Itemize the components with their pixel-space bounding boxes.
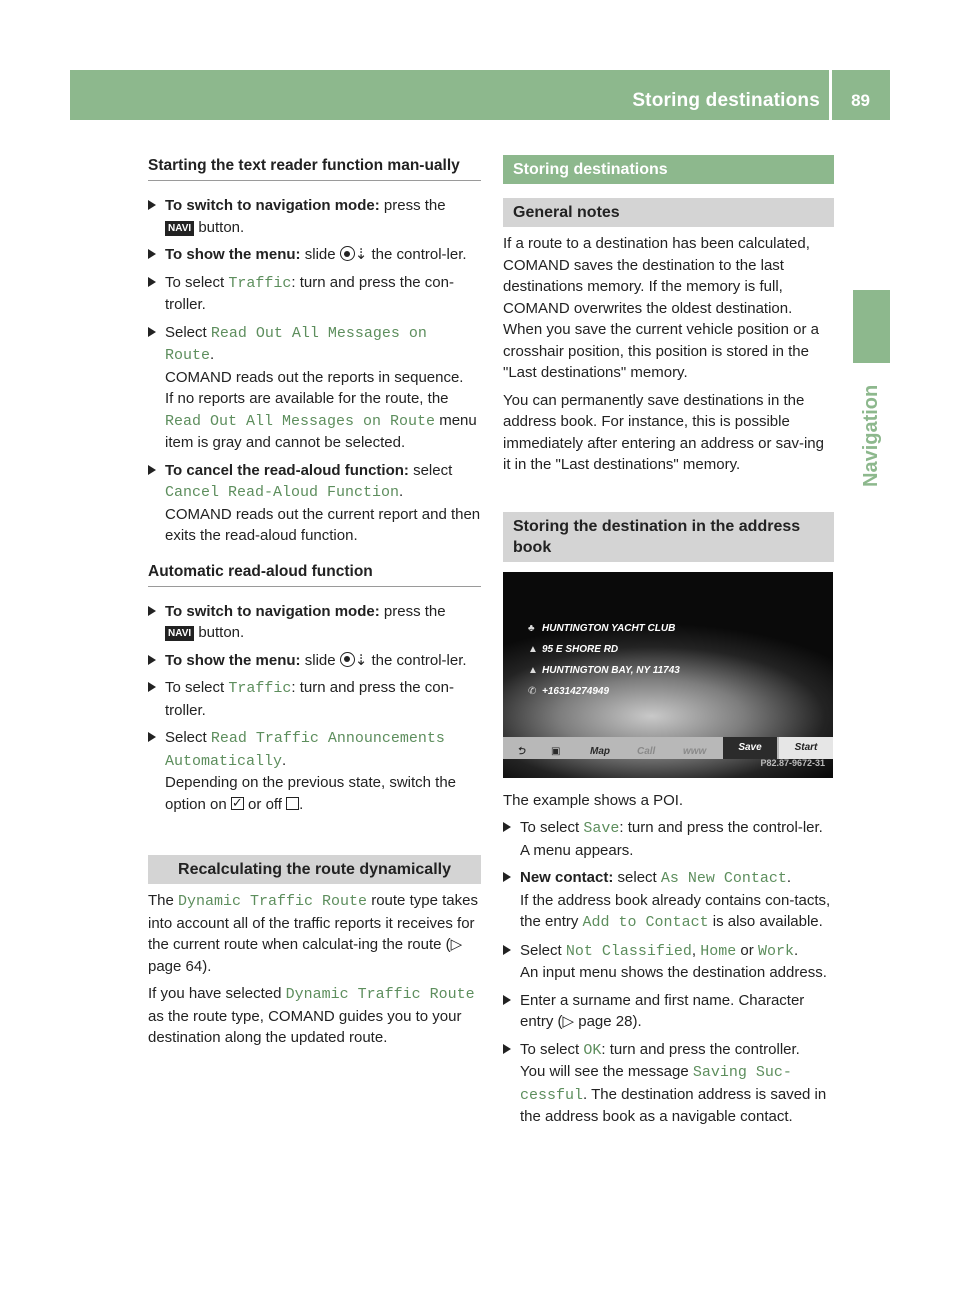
section-heading-automatic: Automatic read-aloud function [148, 561, 481, 587]
header-bar [70, 70, 890, 120]
step-select-ok: To select OK: turn and press the controller. You will see the message Saving Suc-cessful. The destination address is saved in the address book as a navigable contact. [503, 1039, 834, 1128]
navi-button-icon: NAVI [165, 221, 194, 236]
step-arrow-icon [503, 872, 511, 882]
step-arrow-icon [503, 995, 511, 1005]
step-arrow-icon [148, 655, 156, 665]
paragraph-updated-route: If you have selected Dynamic Traffic Route as the route type, COMAND guides you to your destination along the updated route. [148, 985, 475, 1046]
step-navigation-mode-2: To switch to navigation mode: press the NAVI button. [148, 601, 481, 644]
screen-www-button[interactable]: www [683, 745, 707, 757]
section-band-storing: Storing destinations [503, 155, 834, 184]
screen-poi-street: ▲ 95 E SHORE RD [528, 639, 618, 661]
step-show-menu-2: To show the menu: slide ⇣ the control-ler. [148, 650, 481, 672]
step-arrow-icon [148, 465, 156, 475]
step-arrow-icon [148, 327, 156, 337]
poi-icon: ♣ [528, 622, 535, 634]
chapter-tab [853, 290, 890, 363]
controller-slide-icon [340, 652, 355, 667]
step-arrow-icon [503, 822, 511, 832]
step-select-read-traffic: Select Read Traffic Announcements Automatically. Depending on the previous state, switch the option on ✓ or off . [148, 727, 481, 815]
screen-map-button[interactable]: Map [590, 745, 610, 757]
screen-contact-icon: ▣ [551, 745, 561, 757]
step-select-traffic: To select Traffic: turn and press the con-troller. [148, 272, 481, 316]
screen-image-code: P82.87-9672-31 [760, 758, 825, 768]
paragraph-general-1: If a route to a destination has been calculated, COMAND saves the destination to the last destinations memory. If the memory is full, COMAND overwrites the oldest destination. When you save the current vehicle position or a crosshair position, this position is stored in the "Last destinations" memory. [503, 235, 820, 381]
location-icon: ▲ [528, 643, 538, 655]
controller-slide-icon [340, 246, 355, 261]
step-select-save: To select Save: turn and press the control-ler. A menu appears. [503, 817, 834, 861]
page-title: Storing destinations [632, 90, 820, 111]
step-arrow-icon [148, 200, 156, 210]
caption-poi: The example shows a POI. [503, 791, 684, 809]
section-band-recalculating: Recalculating the route dynamically [148, 855, 481, 884]
phone-icon: ✆ [528, 685, 537, 697]
slide-down-arrow-icon: ⇣ [354, 246, 368, 263]
slide-down-arrow-icon: ⇣ [354, 651, 368, 669]
checkbox-on-icon [231, 797, 244, 810]
city-icon: ▲ [528, 664, 538, 676]
page-ref-icon: ▷ [450, 936, 463, 953]
step-arrow-icon [148, 732, 156, 742]
screen-poi-city: ▲ HUNTINGTON BAY, NY 11743 [528, 660, 680, 682]
screen-poi-name: ♣ HUNTINGTON YACHT CLUB [528, 618, 675, 640]
screen-call-button[interactable]: Call [637, 745, 656, 757]
step-arrow-icon [148, 277, 156, 287]
checkbox-off-icon [286, 797, 299, 810]
header-separator [829, 70, 832, 120]
paragraph-dynamic-route: The Dynamic Traffic Route route type takes into account all of the traffic reports it receives for the current route when calculat-ing the route (▷ page 64). [148, 892, 478, 975]
page-ref-icon: ▷ [562, 1013, 575, 1030]
page-number: 89 [851, 91, 870, 110]
step-arrow-icon [503, 1044, 511, 1054]
section-band-general-notes: General notes [503, 198, 834, 227]
step-select-traffic-2: To select Traffic: turn and press the con-troller. [148, 677, 481, 721]
screen-save-button[interactable]: Save [723, 737, 777, 759]
paragraph-general-2: You can permanently save destinations in the address book. For instance, this is possible immediately after entering an address or sav-ing it in the "Last destinations" memory. [503, 391, 824, 473]
step-enter-name: Enter a surname and first name. Character entry (▷ page 28). [503, 990, 834, 1033]
step-cancel-read-aloud: To cancel the read-aloud function: select Cancel Read-Aloud Function. COMAND reads out the current report and then exits the read-aloud function. [148, 460, 481, 547]
screen-poi-phone: ✆ +16314274949 [528, 681, 609, 703]
screen-back-button[interactable]: ⮌ [517, 745, 526, 757]
step-arrow-icon [148, 682, 156, 692]
left-column [148, 155, 481, 1055]
section-heading-text-reader: Starting the text reader function man-ually [148, 155, 481, 181]
screen-start-button[interactable]: Start [779, 737, 833, 759]
step-arrow-icon [503, 945, 511, 955]
right-column [503, 155, 834, 1134]
step-select-read-out: Select Read Out All Messages on Route. COMAND reads out the reports in sequence. If no reports are available for the route, the Read Out All Messages on Route menu item is gray and cannot be selected. [148, 322, 481, 454]
step-new-contact: New contact: select As New Contact. If the address book already contains con-tacts, the entry Add to Contact is also available. [503, 867, 834, 934]
step-select-category: Select Not Classified, Home or Work. An input menu shows the destination address. [503, 940, 834, 984]
step-arrow-icon [148, 249, 156, 259]
chapter-label: Navigation [860, 384, 882, 487]
step-navigation-mode: To switch to navigation mode: press the NAVI button. [148, 195, 481, 238]
navi-button-icon: NAVI [165, 626, 194, 641]
section-band-address-book: Storing the destination in the address book [503, 512, 834, 562]
comand-screenshot [503, 572, 833, 778]
step-arrow-icon [148, 606, 156, 616]
step-show-menu: To show the menu: slide ⇣ the control-ler. [148, 244, 481, 266]
